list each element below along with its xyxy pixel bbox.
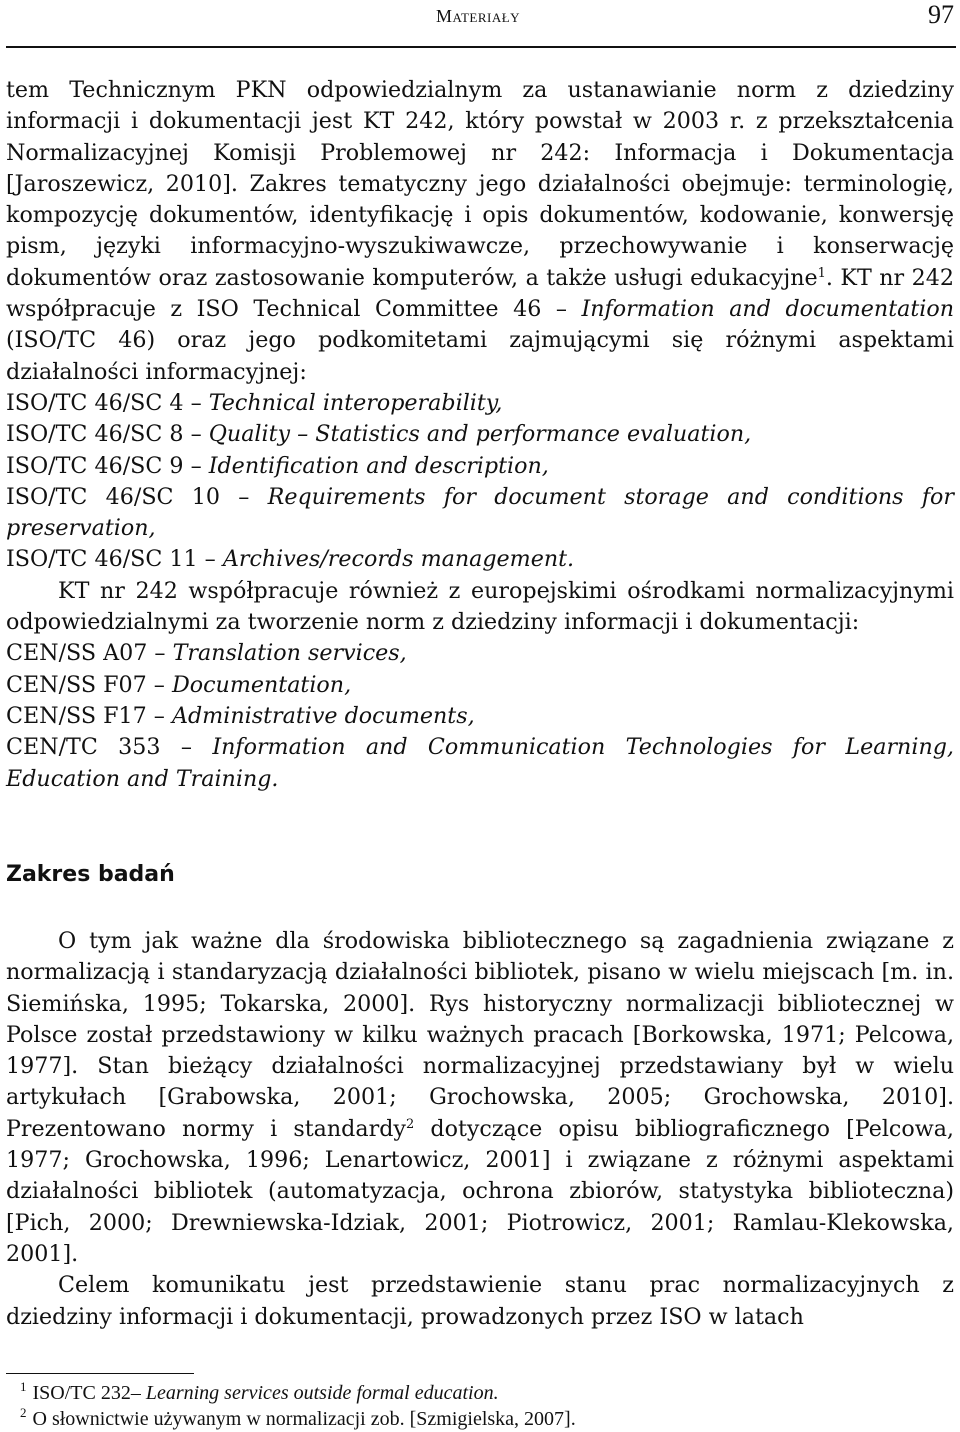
iso-item-code: ISO/TC 46/SC 10 – — [6, 483, 268, 510]
cen-item-code: CEN/SS F17 – — [6, 702, 172, 729]
footnote-1 — [6, 1380, 954, 1406]
intro-text-part1: tem Technicznym PKN odpowiedzialnym za ustanawianie norm z dziedziny informacji i dokumentacji jest KT 242, który powstał w 2003 r. z przekształcenia Normalizacyjnej Komisji Problemowej nr 242: Informacja i Dokumentacja [Jaroszewicz, 2010]. Zakres tematyczny jego działalności obejmuje: terminologię, kompozycję dokumentów, identyfikację i opis dokumentów, kodowanie, konwersję pism, języki informacyjno-wyszukiwawcze, przechowywanie i konserwację dokumentów oraz zastosowanie komputerów, a także usługi edukacyjne — [6, 77, 954, 291]
iso-item — [6, 451, 954, 482]
cen-item-title: Documentation, — [171, 671, 352, 698]
footnote-title: Learning services outside formal education. — [145, 1382, 499, 1404]
section-heading: Zakres badań — [6, 862, 175, 887]
research-text — [6, 926, 954, 1333]
footnote-code: ISO/TC 232– — [32, 1382, 146, 1404]
research-text-part2: dotyczące opisu bibliograficznego [Pelcowa, 1977; Grochowska, 1996; Lenartowicz, 2001] i związane z różnymi aspektami działalności bibliotek (automatyzacja, ochrona zbiorów, statystyka biblioteczna) [Pich, 2000; Drewniewska-Idziak, 2001; Piotrowicz, 2001; Ramlau-Klekowska, 2001]. — [6, 1115, 954, 1267]
iso-item — [6, 482, 954, 545]
cen-item-title: Administrative documents, — [171, 702, 475, 729]
research-paragraph-2: Celem komunikatu jest przedstawienie stanu prac normalizacyjnych z dziedziny informacji i dokumentacji, prowadzonych przez ISO w latach — [6, 1272, 954, 1330]
footnote-2 — [6, 1406, 954, 1432]
iso-item-title: Quality – Statistics and performance evaluation, — [208, 421, 752, 448]
cen-item-code: CEN/SS A07 – — [6, 640, 173, 667]
iso-item — [6, 544, 954, 575]
iso-item-code: ISO/TC 46/SC 11 – — [6, 546, 223, 573]
footnote-divider — [6, 1373, 194, 1374]
iso-item-code: ISO/TC 46/SC 9 – — [6, 452, 209, 479]
iso-item-title: Archives/records management. — [222, 546, 575, 573]
cen-item-title: Information and Communication Technologies for Learning, Education and Training. — [6, 734, 954, 792]
footnote-number: 2 — [20, 1405, 27, 1420]
cen-item-code: CEN/TC 353 – — [6, 734, 213, 761]
running-title: Materiały — [436, 6, 521, 26]
page-number: 97 — [928, 0, 954, 29]
footnote-ref-2[interactable]: 2 — [405, 1116, 415, 1132]
intro-text-part2: . KT nr 242 współpracuje z ISO Technical Committee 46 – — [6, 264, 954, 323]
iso-item — [6, 388, 954, 419]
cen-intro-paragraph: KT nr 242 współpracuje również z europejskimi ośrodkami normalizacyjnymi odpowiedzialnymi za tworzenie norm z dziedziny informacji i dokumentacji: — [6, 577, 954, 636]
cen-item — [6, 638, 954, 669]
iso-item-code: ISO/TC 46/SC 8 – — [6, 421, 209, 448]
iso-item-title: Technical interoperability, — [208, 389, 503, 416]
cen-item-code: CEN/SS F07 – — [6, 671, 172, 698]
page-header — [6, 0, 956, 48]
iso-item-title: Identification and description, — [208, 452, 549, 479]
cen-item-title: Translation services, — [172, 640, 407, 667]
intro-paragraph — [6, 75, 954, 388]
intro-text — [6, 75, 954, 795]
footnotes — [6, 1380, 954, 1432]
research-text-part1: O tym jak ważne dla środowiska bibliotecznego są zagadnienia związane z normalizacją i standaryzacją działalności bibliotek, pisano w wielu miejscach [m. in. Siemińska, 1995; Tokarska, 2000]. Rys historyczny normalizacji bibliotecznej w Polsce został przedstawiony w kilku ważnych pracach [Borkowska, 1971; Pelcowa, 1977]. Stan bieżący działalności normalizacyjnej przedstawiany był w wielu artykułach [Grabowska, 2001; Grochowska, 2005; Grochowska, 2010]. Prezentowano normy i standardy — [6, 928, 954, 1142]
cen-item — [6, 670, 954, 701]
footnote-number: 1 — [20, 1379, 27, 1394]
iso-item-code: ISO/TC 46/SC 4 – — [6, 389, 209, 416]
cen-item — [6, 732, 954, 795]
footnote-ref-1[interactable]: 1 — [817, 265, 826, 281]
iso-item-title: Requirements for document storage and conditions for preservation, — [6, 483, 954, 542]
iso-item — [6, 419, 954, 450]
cen-item — [6, 701, 954, 732]
tc46-title: Information and documentation — [581, 296, 954, 323]
footnote-text: O słownictwie używanym w normalizacji zob. [Szmigielska, 2007]. — [32, 1408, 576, 1430]
research-paragraph-1 — [6, 926, 954, 1270]
intro-text-part3: (ISO/TC 46) oraz jego podkomitetami zajmującymi się różnymi aspektami działalności informacyjnej: — [6, 327, 954, 385]
